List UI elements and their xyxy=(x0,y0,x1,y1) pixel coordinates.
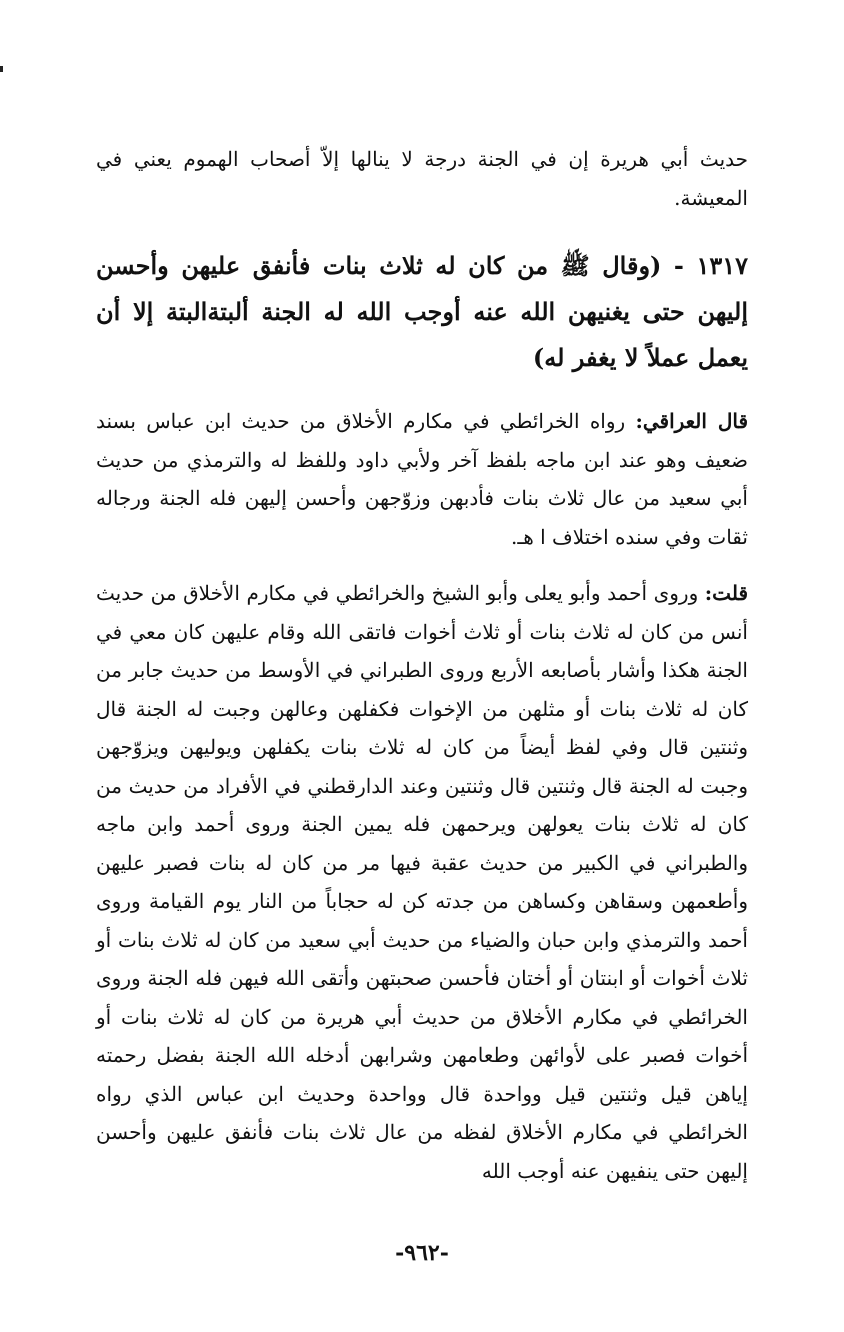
hadith-paragraph: ١٣١٧ - (وقال ﷺ من كان له ثلاث بنات فأنفق عليهن وأحسن إليهن حتى يغنيهن الله عنه أوجب الله له الجنة ألبتةالبتة إلا أن يعمل عملاً لا يغفر له) xyxy=(96,251,748,372)
iraqi-text: رواه الخرائطي في مكارم الأخلاق من حديث ابن عباس بسند ضعيف وهو عند ابن ماجه بلفظ آخر ولأبي داود وللفظ له والترمذي من حديث أبي سعيد من عال ثلاث بنات فأدبهن وزوّجهن وأحسن إليهن فله الجنة ورجاله ثقات وفي سنده اختلاف ا هـ. xyxy=(96,409,748,549)
page-edge-mark xyxy=(0,66,3,72)
author-commentary-paragraph xyxy=(96,574,748,1190)
qultu-text: وروى أحمد وأبو يعلى وأبو الشيخ والخرائطي في مكارم الأخلاق من حديث أنس من كان له ثلاث بنات أو ثلاث أخوات فاتقى الله وقام عليهن كان معي في الجنة هكذا وأشار بأصابعه الأربع وروى الطبراني في الأوسط من حديث جابر من كان له ثلاث بنات أو مثلهن من الإخوات فكفلهن وعالهن وجبت له الجنة قال وثنتين قال وفي لفظ أيضاً من كان له ثلاث بنات يكفلهن ويوليهن ويزوّجهن وجبت له الجنة قال وثنتين قال وثنتين وعند الدارقطني في الأفراد من حديث من كان له ثلاث بنات يعولهن ويرحمهن فله يمين الجنة وروى أحمد وابن ماجه والطبراني في الكبير من حديث عقبة فيها مر من كان له بنات فصبر عليهن وأطعمهن وسقاهن وكساهن من جدته كن له حجاباً من النار يوم القيامة وروى أحمد والترمذي وابن حبان والضياء من حديث أبي سعيد من كان له ثلاث بنات أو ثلاث أخوات أو ابنتان أو أختان فأحسن صحبتهن وأتقى الله فيهن فله الجنة وروى الخرائطي في مكارم الأخلاق من حديث أبي هريرة من كان له ثلاث بنات أو أخوات فصبر على لأوائهن وطعامهن وشرابهن أدخله الله الجنة بفضل رحمته إياهن قيل وثنتين قيل وواحدة قال وواحدة وحديث ابن عباس الذي رواه الخرائطي في مكارم الأخلاق لفظه من عال ثلاث بنات فأنفق عليهن وأحسن إليهن حتى ينفيهن عنه أوجب الله xyxy=(96,581,749,1183)
qultu-label: قلت: xyxy=(704,581,748,605)
iraqi-commentary-paragraph xyxy=(96,402,748,556)
page-number: -٩٦٢- xyxy=(395,1240,449,1266)
iraqi-label: قال العراقي: xyxy=(635,409,749,433)
intro-paragraph: حديث أبي هريرة إن في الجنة درجة لا ينالها إلاّ أصحاب الهموم يعني في المعيشة. xyxy=(96,147,748,210)
